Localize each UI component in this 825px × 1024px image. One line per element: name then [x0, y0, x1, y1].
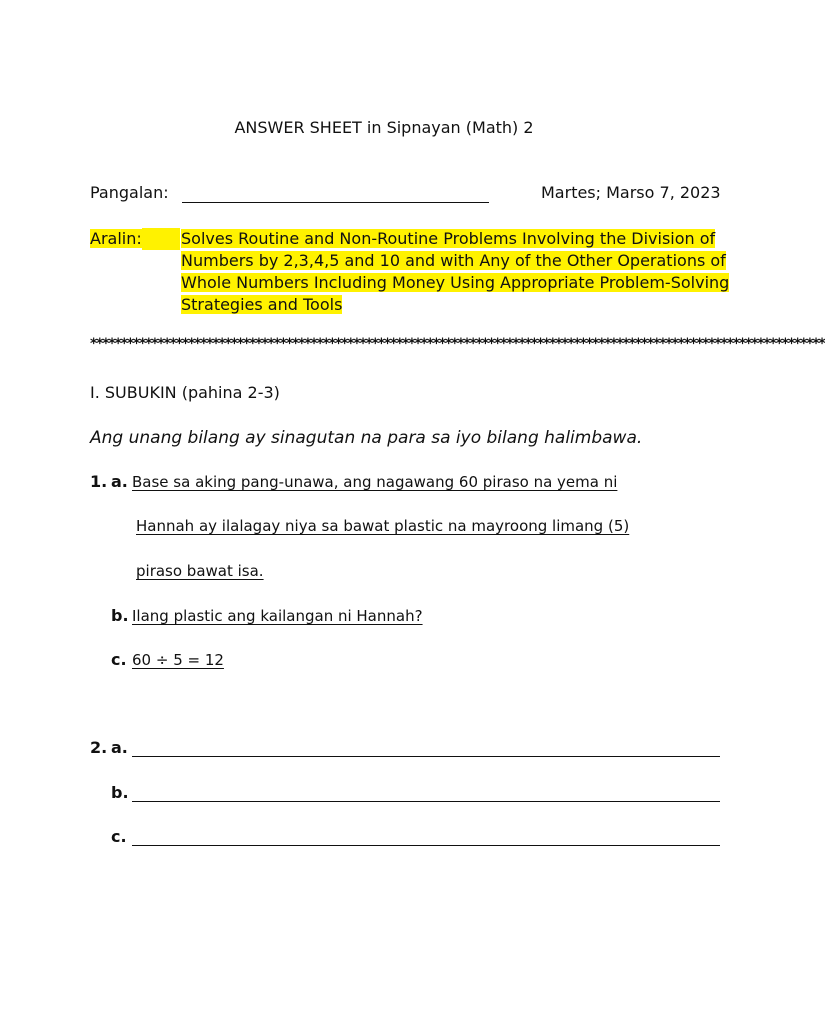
aralin-label: Aralin: [90, 229, 142, 248]
item-1-c-answer: 60 ÷ 5 = 12 [132, 651, 224, 669]
item-1-a-line-2: Hannah ay ilalagay niya sa bawat plastic na mayroong limang (5) [136, 517, 630, 535]
item-2-b-field[interactable] [132, 801, 720, 802]
item-1-a-line-3: piraso bawat isa. [136, 562, 264, 580]
section-heading: I. SUBUKIN (pahina 2-3) [90, 383, 280, 402]
aralin-text: Solves Routine and Non-Routine Problems Involving the Division of Numbers by 2,3,4,5 and 10 and with Any of the Other Operations of Whole Numbers Including Money Using Appropriate Problem-Solving Strategies and Tools [181, 229, 730, 314]
item-2-number: 2. [90, 738, 108, 757]
item-1-a-line-1: Base sa aking pang-unawa, ang nagawang 60 piraso na yema ni [132, 473, 618, 491]
name-row [90, 183, 169, 202]
instruction-text: Ang unang bilang ay sinagutan na para sa iyo bilang halimbawa. [90, 428, 643, 448]
item-1-number: 1. [90, 472, 108, 491]
page-title: ANSWER SHEET in Sipnayan (Math) 2 [234, 118, 534, 137]
item-1-c-label: c. [111, 650, 127, 669]
item-2-a-label: a. [111, 738, 128, 757]
item-2-a-field[interactable] [132, 756, 720, 757]
name-label: Pangalan: [90, 183, 169, 202]
item-2-c-label: c. [111, 827, 127, 846]
item-2-b-label: b. [111, 783, 129, 802]
date-text: Martes; Marso 7, 2023 [541, 183, 721, 202]
separator: ************************************************************************************************************************ [90, 336, 825, 352]
item-1-b-label: b. [111, 606, 129, 625]
name-field[interactable] [182, 202, 489, 203]
item-2-c-field[interactable] [132, 845, 720, 846]
item-1-a-label: a. [111, 472, 128, 491]
item-1-b-answer: Ilang plastic ang kailangan ni Hannah? [132, 607, 423, 625]
